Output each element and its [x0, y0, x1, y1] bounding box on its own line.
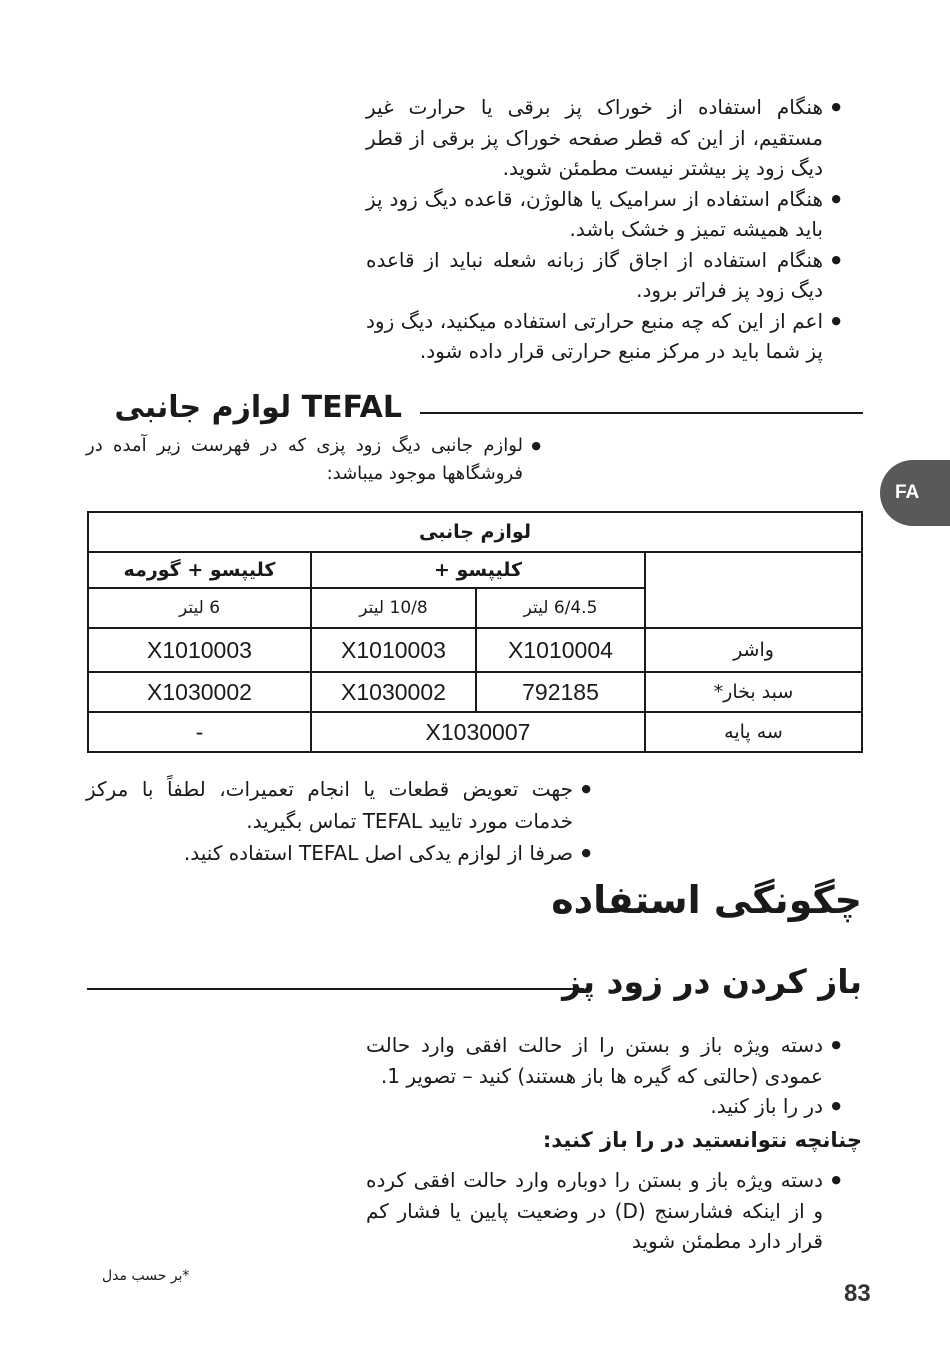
open-bullet: ● دسته ویژه باز و بستن را از حالت افقی وارد حالت عمودی (حالتی که گیره ها باز هستند) کنید – تصویر 1. — [366, 1030, 841, 1091]
usage-heading: چگونگی استفاده — [551, 878, 862, 922]
accessories-heading-rule — [420, 412, 863, 414]
table-row — [88, 712, 862, 752]
language-tab — [880, 460, 950, 526]
accessories-note: ● لوازم جانبی دیگ زود پزی که در فهرست زیر آمده در فروشگاهها موجود میباشد: — [86, 432, 541, 488]
table-col-clips: کلیپسو + — [311, 552, 645, 588]
table-cell: X1030002 — [88, 672, 311, 712]
table-row-label: سبد بخار* — [645, 672, 862, 712]
table-cell: X1010003 — [311, 628, 476, 672]
open-heading: باز کردن در زود پز — [562, 962, 862, 1001]
open-heading-rule — [87, 988, 584, 990]
table-row-label: سه پایه — [645, 712, 862, 752]
table-row-label: واشر — [645, 628, 862, 672]
repair-bullet: ● جهت تعویض قطعات یا انجام تعمیرات، لطفاً با مرکز خدمات مورد تایید TEFAL تماس بگیرید. — [86, 773, 591, 837]
table-size: 10/8 لیتر — [311, 588, 476, 628]
cannot-open-bullet-list — [366, 1165, 841, 1257]
open-bullet-list — [366, 1030, 841, 1122]
page-number: 83 — [844, 1280, 871, 1307]
cannot-open-heading: چنانچه نتوانستید در را باز کنید: — [542, 1128, 862, 1152]
cannot-open-bullet: ● دسته ویژه باز و بستن را دوباره وارد حالت افقی کرده و از اینکه فشارسنج (D) در وضعیت پایین یا فشار کم قرار دارد مطمئن شوید — [366, 1165, 841, 1257]
open-bullet: ● در را باز کنید. — [366, 1091, 841, 1122]
intro-bullet: ● هنگام استفاده از سرامیک یا هالوژن، قاعده دیگ زود پز باید همیشه تمیز و خشک باشد. — [366, 184, 841, 245]
table-cell: X1030002 — [311, 672, 476, 712]
intro-bullet-list — [366, 92, 841, 367]
footnote: *بر حسب مدل — [102, 1268, 190, 1284]
accessories-note-list — [86, 432, 541, 488]
table-cell: 792185 — [476, 672, 645, 712]
table-row — [88, 628, 862, 672]
intro-bullet: ● هنگام استفاده از اجاق گاز زبانه شعله نباید از قاعده دیگ زود پز فراتر برود. — [366, 245, 841, 306]
accessories-table — [87, 511, 863, 753]
accessories-heading: TEFAL لوازم جانبی — [114, 390, 402, 425]
table-cell-merged: X1030007 — [311, 712, 645, 752]
table-cell: X1010003 — [88, 628, 311, 672]
table-col-clips-basket: کلیپسو + گورمه — [88, 552, 311, 588]
table-cell: X1010004 — [476, 628, 645, 672]
table-size: 6/4.5 لیتر — [476, 588, 645, 628]
table-row — [88, 672, 862, 712]
intro-bullet: ● هنگام استفاده از خوراک پز برقی یا حرارت غیر مستقیم، از این که قطر صفحه خوراک پز برقی از قطر دیگ زود پز بیشتر نیست مطمئن شوید. — [366, 92, 841, 184]
intro-bullet: ● اعم از این که چه منبع حرارتی استفاده میکنید، دیگ زود پز شما باید در مرکز منبع حرارتی قرار داده شود. — [366, 306, 841, 367]
table-title: لوازم جانبی — [88, 512, 862, 552]
table-empty-corner — [645, 552, 862, 628]
table-cell: - — [88, 712, 311, 752]
repair-bullet: ● صرفا از لوازم یدکی اصل TEFAL استفاده کنید. — [86, 837, 591, 869]
table-size: 6 لیتر — [88, 588, 311, 628]
language-tab-label: FA — [895, 482, 920, 503]
repair-bullet-list — [86, 773, 591, 869]
